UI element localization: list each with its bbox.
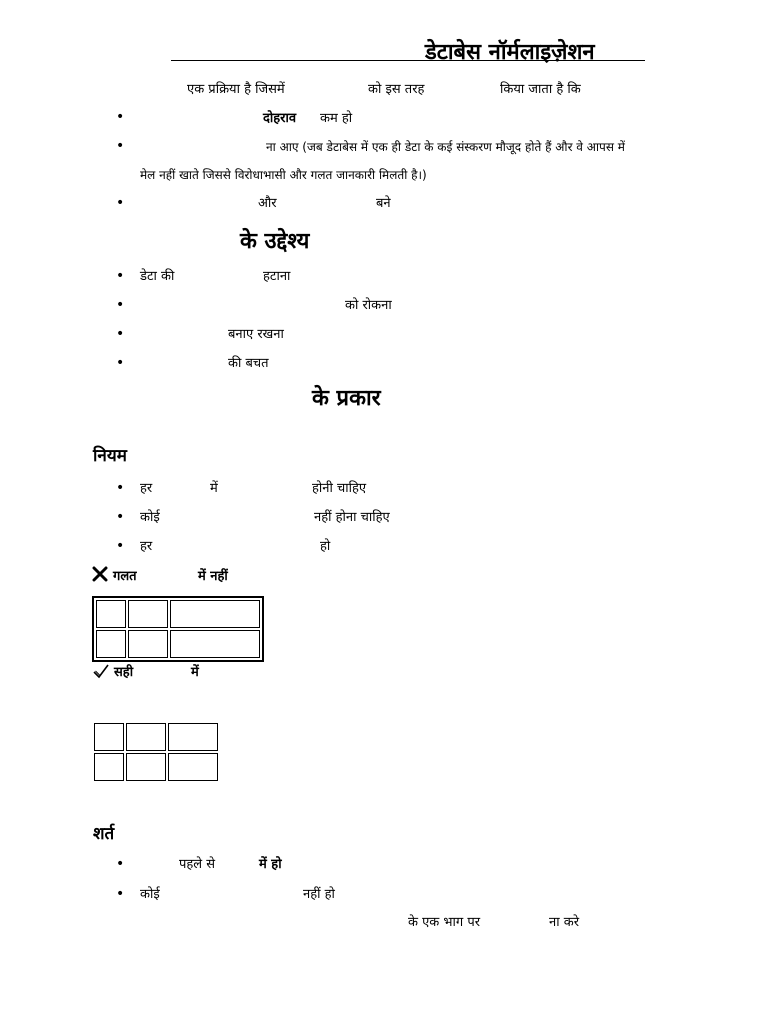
condition-tail-part-2: ना करे: [549, 915, 580, 930]
right-label-2: में: [191, 665, 199, 680]
bullet-dot: •: [116, 355, 125, 371]
intro-point-3-part-2: बने: [376, 196, 391, 211]
condition-tail-part-1: के एक भाग पर: [408, 915, 481, 930]
objective-2-text: को रोकना: [345, 298, 392, 313]
wrong-label-2: में नहीं: [198, 569, 228, 584]
intro-point-2-text: ना आए (जब डेटाबेस में एक ही डेटा के कई संस्करण मौजूद होते हैं और वे आपस में: [266, 140, 625, 154]
bullet-dot: •: [116, 886, 125, 902]
wrong-label: गलत: [113, 569, 137, 584]
rules-heading: नियम: [93, 446, 127, 466]
intro-point-1-bold: दोहराव: [263, 111, 297, 126]
objective-1-part-2: हटाना: [263, 269, 291, 284]
title-underline: [171, 60, 645, 61]
intro-point-1-text: कम हो: [320, 111, 353, 126]
bullet-dot: •: [116, 195, 125, 211]
bullet-dot: •: [116, 268, 125, 284]
bullet-dot: •: [116, 297, 125, 313]
table-cell: [126, 723, 166, 751]
objective-3-text: बनाए रखना: [228, 327, 284, 342]
condition-1-part-2: में हो: [259, 857, 282, 872]
table-cell: [126, 753, 166, 781]
table-cell: [170, 600, 260, 628]
table-cell: [168, 723, 218, 751]
bullet-dot: •: [116, 856, 125, 872]
rule-1-part-2: में: [210, 481, 218, 496]
intro-point-3-part-1: और: [258, 196, 277, 211]
page-title: डेटाबेस नॉर्मलाइज़ेशन: [425, 40, 595, 65]
intro-part-1: एक प्रक्रिया है जिसमें: [187, 82, 285, 97]
bullet-dot: •: [116, 480, 125, 496]
types-heading: के प्रकार: [312, 386, 381, 411]
bullet-dot: •: [116, 538, 125, 554]
intro-point-2-text-cont: मेल नहीं खाते जिससे विरोधाभासी और गलत जानकारी मिलती है।): [140, 168, 427, 182]
table-cell: [96, 630, 126, 658]
conditions-heading: शर्त: [93, 824, 115, 844]
objective-4-text: की बचत: [228, 356, 269, 371]
table-cell: [128, 600, 168, 628]
rule-1-part-3: होनी चाहिए: [312, 481, 367, 496]
table-cell: [170, 630, 260, 658]
intro-part-3: किया जाता है कि: [500, 82, 581, 97]
wrong-example-table: [92, 596, 264, 662]
table-cell: [128, 630, 168, 658]
bullet-dot: •: [116, 326, 125, 342]
cross-icon: [92, 566, 108, 586]
condition-2-part-2: नहीं हो: [303, 887, 335, 902]
check-icon: [92, 663, 110, 683]
table-cell: [94, 723, 124, 751]
rule-2-part-2: नहीं होना चाहिए: [314, 510, 390, 525]
rule-3-part-1: हर: [140, 539, 153, 554]
objectives-heading: के उद्देश्य: [240, 229, 310, 254]
objective-1-part-1: डेटा की: [140, 269, 175, 284]
bullet-dot: •: [116, 509, 125, 525]
condition-1-part-1: पहले से: [179, 857, 216, 872]
rule-1-part-1: हर: [140, 481, 153, 496]
table-cell: [96, 600, 126, 628]
rule-3-part-2: हो: [320, 539, 331, 554]
table-cell: [168, 753, 218, 781]
right-label: सही: [114, 665, 134, 680]
right-example-table: [92, 721, 220, 783]
bullet-dot: •: [116, 138, 125, 154]
table-cell: [94, 753, 124, 781]
intro-part-2: को इस तरह: [368, 82, 425, 97]
rule-2-part-1: कोई: [140, 510, 160, 525]
condition-2-part-1: कोई: [140, 887, 160, 902]
bullet-dot: •: [116, 109, 125, 125]
